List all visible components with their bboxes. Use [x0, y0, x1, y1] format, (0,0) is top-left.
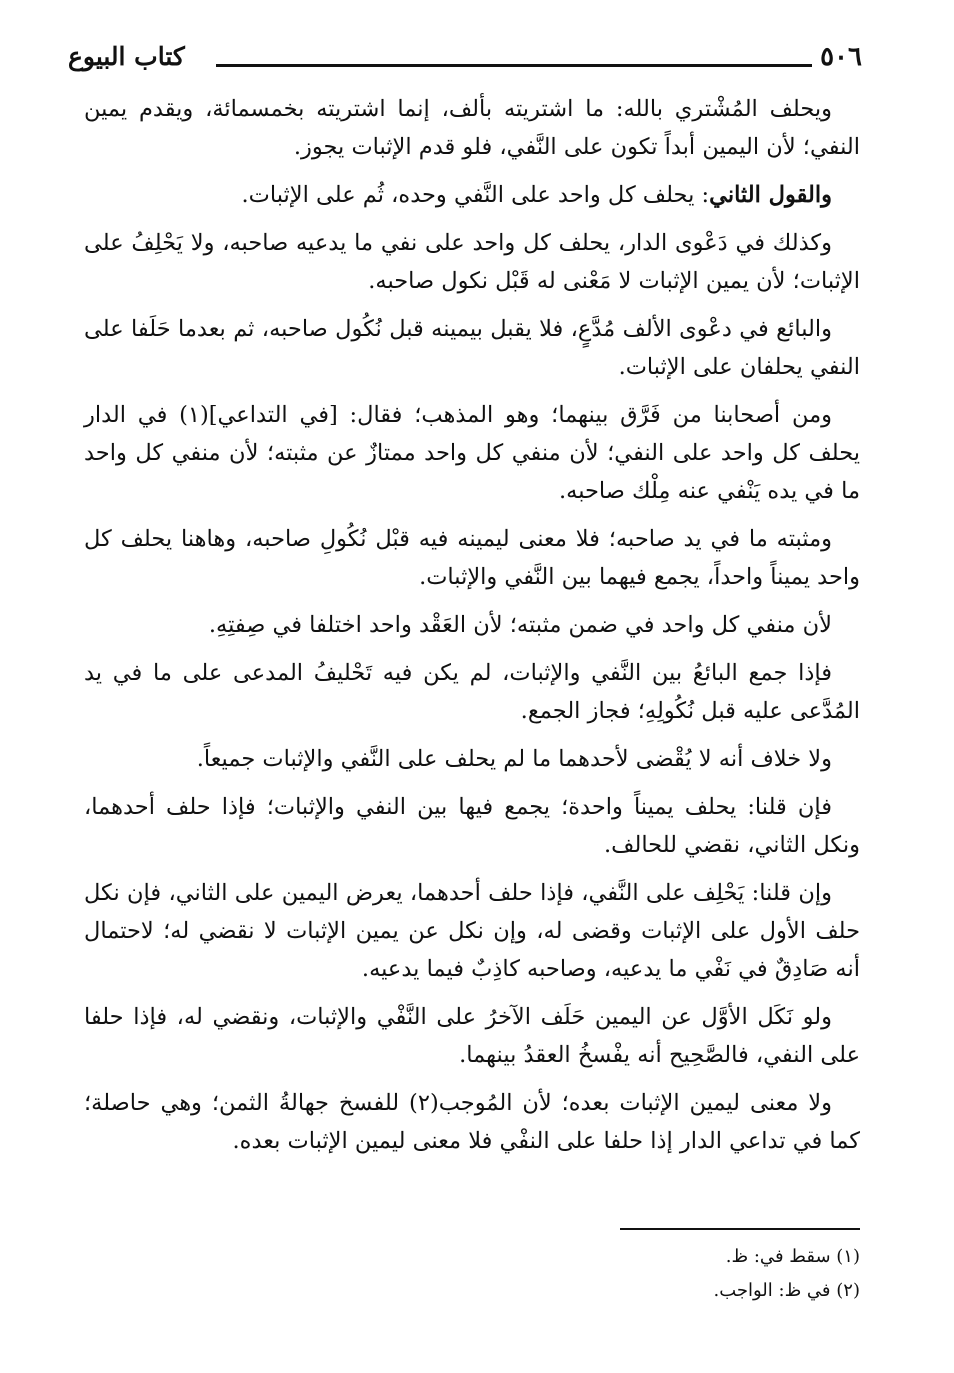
paragraph — [84, 396, 860, 510]
paragraph — [84, 310, 860, 386]
paragraph — [84, 176, 860, 214]
footnote: (٢) في ظ: الواجب. — [713, 1280, 860, 1301]
paragraph-text: لأن منفي كل واحد في ضمن مثبته؛ لأن العَقْد واحد اختلفا في صِفتِهِ. — [208, 612, 832, 638]
paragraph-text: ومن أصحابنا من فَرَّق بينهما؛ وهو المذهب؛ فقال: [في التداعي](١) في الدار يحلف كل واحد على النفي؛ لأن منفي كل واحد ممتازٌ عن مثبته؛ لأن منفي كل واحد ما في يده يَنْفي عنه مِلْك صاحبه. — [84, 402, 860, 504]
paragraph-text: ولا خلاف أنه لا يُقْضى لأحدهما ما لم يحلف على النَّفي والإثبات جميعاً. — [196, 746, 832, 772]
paragraph-text: ويحلف المُشْتري بالله: ما اشتريته بألف، إنما اشتريته بخمسمائة، ويقدم يمين النفي؛ لأن اليمين أبداً تكون على النَّفي، فلو قدم الإثبات يجوز. — [84, 96, 860, 160]
page-number: ٥٠٦ — [820, 42, 862, 72]
paragraph — [84, 224, 860, 300]
paragraph-text: والبائع في دعْوى الألف مُدَّعٍ، فلا يقبل بيمينه قبل نُكُول صاحبه، ثم بعدما حَلَفا على النفي يحلفان على الإثبات. — [84, 316, 860, 380]
body-text — [84, 90, 860, 1170]
paragraph — [84, 90, 860, 166]
running-title: كتاب البيوع — [68, 42, 185, 71]
paragraph-text: ومثبته ما في يد صاحبه؛ فلا معنى ليمينه فيه قبْل نُكُولِ صاحبه، وهاهنا يحلف كل واحد يميناً واحداً، يجمع فيهما بين النَّفي والإثبات. — [84, 526, 860, 590]
paragraph-text: وكذلك في دَعْوى الدار، يحلف كل واحد على نفي ما يدعيه صاحبه، ولا يَحْلِفُ على الإثبات؛ لأن يمين الإثبات لا مَعْنى له قَبْل نكول صاحبه. — [84, 230, 860, 294]
paragraph-text: فإن قلنا: يحلف يميناً واحدة؛ يجمع فيها بين النفي والإثبات؛ فإذا حلف أحدهما، ونكل الثاني، نقضي للحالف. — [84, 794, 860, 858]
paragraph — [84, 998, 860, 1074]
paragraph — [84, 1084, 860, 1160]
paragraph-lead: والقول الثاني — [709, 182, 832, 208]
footnotes — [84, 1240, 860, 1308]
paragraph — [84, 788, 860, 864]
footnote-rule — [620, 1228, 860, 1230]
paragraph — [84, 654, 860, 730]
paragraph-text: ولا معنى ليمين الإثبات بعده؛ لأن المُوجب(٢) للفسخ جهالةُ الثمن؛ وهي حاصلة؛ كما في تداعي الدار إذا حلفا على النفْي فلا معنى ليمين الإثبات بعده. — [84, 1090, 860, 1154]
paragraph — [84, 874, 860, 988]
paragraph-text: فإذا جمع البائعُ بين النَّفي والإثبات، لم يكن فيه تَحْليفُ المدعى على ما في يد المُدَّعى عليه قبل نُكُولِهِ؛ فجاز الجمع. — [84, 660, 860, 724]
paragraph — [84, 520, 860, 596]
header-rule — [216, 64, 812, 67]
paragraph-text: ولو نَكَل الأوَّل عن اليمين حَلَف الآخرُ على النَّفْي والإثبات، ونقضي له، فإذا حلفا على النفي، فالصَّحِيح أنه يفْسخُ العقدُ بينهما. — [84, 1004, 860, 1068]
paragraph — [84, 606, 860, 644]
paragraph-text: وإن قلنا: يَحْلِف على النَّفي، فإذا حلف أحدهما، يعرض اليمين على الثاني، فإن نكل حلف الأول على الإثبات وقضى له، وإن نكل عن يمين الإثبات لا نقضي له؛ لاحتمال أنه صَادِقٌ في نَفْي ما يدعيه، وصاحبه كاذِبٌ فيما يدعيه. — [84, 880, 860, 982]
paragraph-text: : يحلف كل واحد على النَّفي وحده، ثُم على الإثبات. — [241, 182, 710, 208]
page-header — [68, 42, 862, 82]
paragraph — [84, 740, 860, 778]
footnote: (١) سقط في: ظ. — [725, 1246, 860, 1267]
